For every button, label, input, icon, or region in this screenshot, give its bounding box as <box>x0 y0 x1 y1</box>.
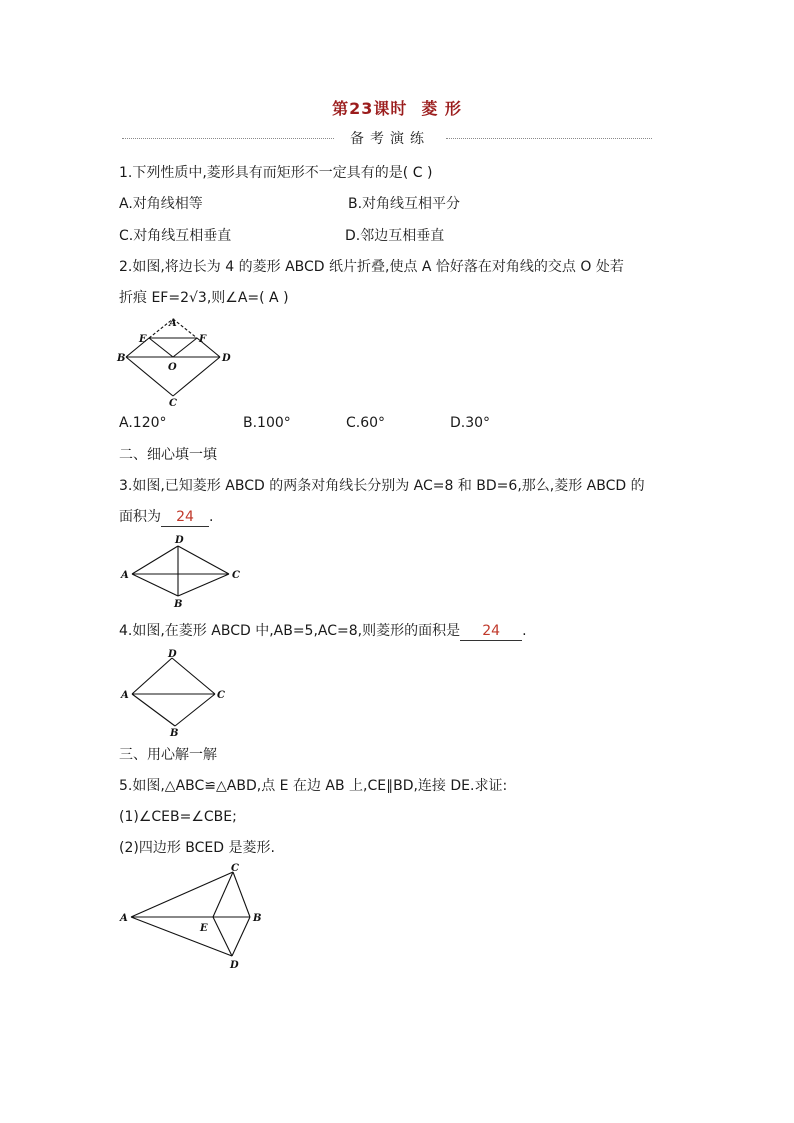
q4-label-a: A <box>121 690 129 701</box>
q1-option-a: A.对角线相等 <box>119 196 203 212</box>
part-3-heading: 三、用心解一解 <box>119 747 217 763</box>
q3-label-a: A <box>121 570 129 581</box>
q2-option-b: B.100° <box>243 415 291 431</box>
q3-edge-dc <box>178 546 229 574</box>
q2-label-f: F <box>199 334 207 345</box>
q5-segment-ce <box>213 872 233 917</box>
question-5-line-1: 5.如图,△ABC≌△ABD,点 E 在边 AB 上,CE∥BD,连接 DE.求证: <box>119 778 508 794</box>
q4-edge-ba <box>132 694 175 726</box>
q2-figure <box>110 312 240 407</box>
q4-label-d: D <box>168 649 177 660</box>
q3-figure <box>115 532 245 612</box>
q2-label-o: O <box>168 362 177 373</box>
q3-edge-cb <box>178 574 229 596</box>
q3-edge-ad <box>132 546 178 574</box>
q3-label-d: D <box>175 535 184 546</box>
q5-edge-bd <box>232 917 250 956</box>
lesson-number: 第23课时 <box>332 99 408 118</box>
q4-answer-blank: 24 <box>460 622 522 641</box>
section-heading: 备考演练 <box>338 128 442 148</box>
divider-right <box>446 138 652 139</box>
q2-segment-eo <box>149 338 173 357</box>
question-5-part-1: (1)∠CEB=∠CBE; <box>119 809 237 825</box>
q5-label-e: E <box>200 923 208 934</box>
q2-label-a: A <box>169 318 177 329</box>
q4-edge-dc <box>172 658 215 694</box>
q5-label-a: A <box>120 913 128 924</box>
q2-option-d: D.30° <box>450 415 491 431</box>
q2-label-b: B <box>117 353 126 364</box>
question-2-line-1: 2.如图,将边长为 4 的菱形 ABCD 纸片折叠,使点 A 恰好落在对角线的交点 O 处若 <box>119 259 624 275</box>
q3-answer-blank: 24 <box>161 508 209 527</box>
question-3-line-1: 3.如图,已知菱形 ABCD 的两条对角线长分别为 AC=8 和 BD=6,那么,菱形 ABCD 的 <box>119 478 645 494</box>
q5-edge-cb <box>233 872 250 917</box>
q5-edge-ad <box>131 917 232 956</box>
q1-option-c: C.对角线互相垂直 <box>119 228 232 244</box>
q5-figure <box>112 862 272 974</box>
question-4: 4.如图,在菱形 ABCD 中,AB=5,AC=8,则菱形的面积是 24 . <box>119 623 527 639</box>
question-3-line-2: 面积为 24 . <box>119 509 214 525</box>
question-1: 1.下列性质中,菱形具有而矩形不一定具有的是( C ) <box>119 165 433 181</box>
q2-label-d: D <box>222 353 231 364</box>
q3-label-b: B <box>174 599 183 610</box>
q2-label-c: C <box>169 398 177 407</box>
q4-label-c: C <box>217 690 225 701</box>
q3-label-c: C <box>232 570 240 581</box>
q4-figure <box>115 646 245 741</box>
q3-edge-ba <box>132 574 178 596</box>
q4-edge-ad <box>132 658 172 694</box>
q5-label-c: C <box>231 863 239 874</box>
q4-label-b: B <box>170 728 179 739</box>
part-2-heading: 二、细心填一填 <box>119 447 217 463</box>
q2-option-a: A.120° <box>119 415 167 431</box>
q4-edge-cb <box>175 694 215 726</box>
q2-option-c: C.60° <box>346 415 386 431</box>
q5-label-d: D <box>230 960 239 971</box>
page-title <box>0 96 794 119</box>
q2-answer: A <box>269 290 279 306</box>
q5-edge-ac <box>131 872 233 917</box>
q1-answer: C <box>412 165 423 181</box>
lesson-topic: 菱 形 <box>421 99 462 118</box>
q2-edge-cd <box>173 357 220 396</box>
question-5-part-2: (2)四边形 BCED 是菱形. <box>119 840 275 856</box>
q5-label-b: B <box>253 913 262 924</box>
q2-label-e: E <box>139 334 147 345</box>
q1-option-d: D.邻边互相垂直 <box>345 228 445 244</box>
question-2-line-2: 折痕 EF=2√3,则∠A=( A ) <box>119 290 289 306</box>
q1-option-b: B.对角线互相平分 <box>348 196 461 212</box>
q2-segment-fo <box>173 338 197 357</box>
q2-edge-bc <box>126 357 173 396</box>
divider-left <box>122 138 334 139</box>
